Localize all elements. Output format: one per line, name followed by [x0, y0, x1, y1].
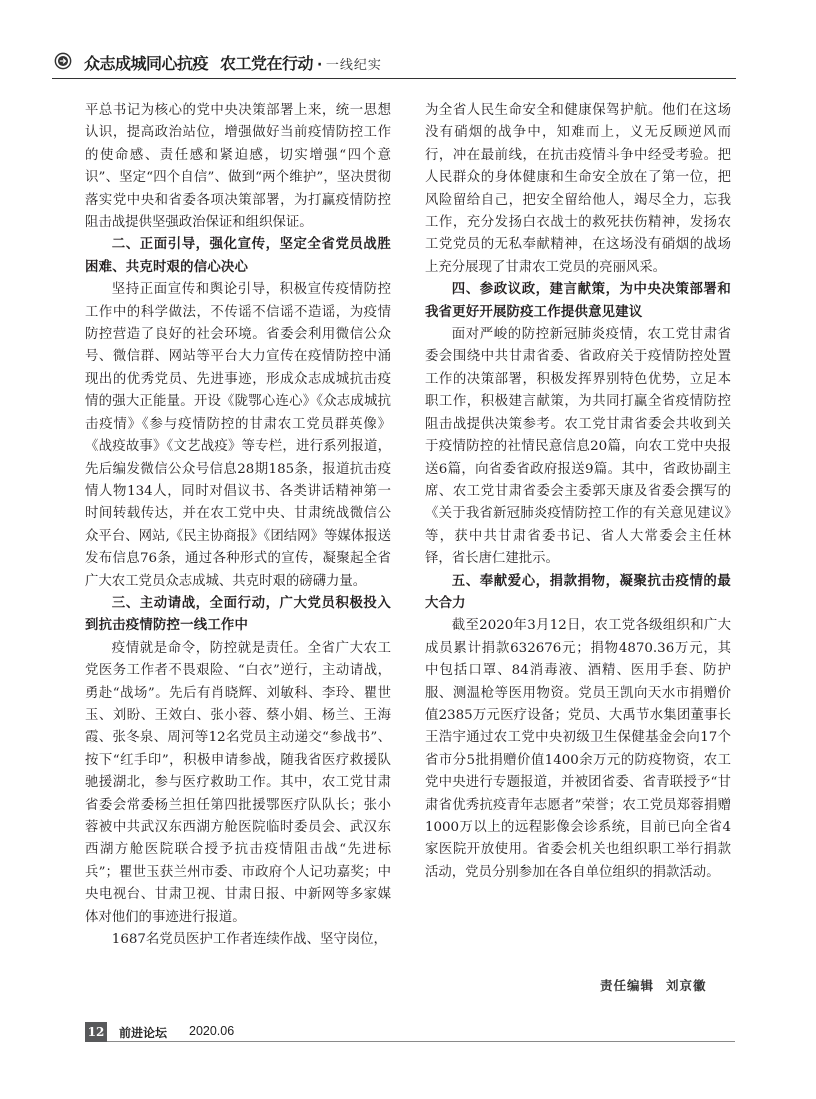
- right-column: [425, 100, 731, 884]
- issue-date: 2020.06: [189, 1024, 235, 1038]
- circle-arrow-right-icon: [54, 52, 72, 70]
- body-paragraph: 平总书记为核心的党中央决策部署上来，统一思想认识，提高政治站位，增强做好当前疫情防控工作的使命感、责任感和紧迫感，切实增强“四个意识”、坚定“四个自信”、做到“两个维护”，坚决贯彻落实党中央和省委各项决策部署，为打赢疫情防控阻击战提供坚强政治保证和组织保证。: [85, 103, 391, 231]
- page-number: 12: [85, 1022, 107, 1042]
- running-header: [52, 50, 736, 79]
- editor-credit: [600, 976, 707, 994]
- section-heading: 三、主动请战，全面行动，广大党员积极投入到抗击疫情防控一线工作中: [85, 595, 391, 634]
- section-heading: 五、奉献爱心，捐款捐物，凝聚抗击疫情的最大合力: [425, 573, 731, 611]
- body-paragraph: 为全省人民生命安全和健康保驾护航。他们在这场没有硝烟的战争中，知难而上，义无反顾逆风而行，冲在最前线，在抗击疫情斗争中经受考验。把人民群众的身体健康和生命安全放在了第一位，把风险留给自己，把安全留给他人，竭尽全力，忘我工作，充分发扬白衣战士的救死扶伤精神，发扬农工党党员的无私奉献精神，在这场没有硝烟的战场上充分展现了甘肃农工党员的亮丽风采。: [425, 103, 731, 275]
- title-part-2: 农工党在行动: [220, 54, 314, 73]
- title-part-1: 众志成城同心抗疫: [84, 54, 209, 73]
- section-title: [84, 51, 382, 74]
- section-heading: 二、正面引导，强化宣传，坚定全省党员战胜困难、共克时艰的信心决心: [85, 237, 391, 275]
- footer-rule: [107, 1041, 735, 1042]
- page-footer: [85, 1022, 735, 1042]
- editor-name: 刘京徽: [666, 978, 707, 993]
- section-subtitle: 一线纪实: [325, 58, 382, 73]
- body-paragraph: 1687名党员医护工作者连续作战、坚守岗位，: [111, 932, 387, 948]
- section-heading: 四、参政议政，建言献策，为中央决策部署和我省更好开展防疫工作提供意见建议: [425, 282, 731, 320]
- body-paragraph: 面对严峻的防控新冠肺炎疫情，农工党甘肃省委会围绕中共甘肃省委、省政府关于疫情防控处置工作的决策部署，积极发挥界别特色优势，立足本职工作，积极建言献策，为共同打赢全省疫情防控阻击战提供决策参考。农工党甘肃省委会共收到关于疫情防控的社情民意信息20篇，向农工党中央报送6篇，向省委省政府报送9篇。其中，省政协副主席、农工党甘肃省委会主委郭天康及省委会撰写的《关于我省新冠肺炎疫情防控工作的有关意见建议》等，获中共甘肃省委书记、省人大常委会主任林铎，省长唐仁建批示。: [425, 327, 731, 567]
- journal-name: 前进论坛: [119, 1026, 168, 1040]
- editor-label: 责任编辑: [600, 978, 655, 993]
- left-column: [85, 100, 391, 951]
- body-paragraph: 坚持正面宣传和舆论引导，积极宣传疫情防控工作中的科学做法，不传谣不信谣不造谣，为疫情防控营造了良好的社会环境。省委会利用微信公众号、微信群、网站等平台大力宣传在疫情防控中涌现出的优秀党员、先进事迹，形成众志成城抗击疫情的强大正能量。开设《陇鄂心连心》《众志成城抗击疫情》《参与疫情防控的甘肃农工党员群英像》《战疫故事》《文艺战疫》等专栏，进行系列报道，先后编发微信公众号信息28期185条，报道抗击疫情人物134人，同时对倡议书、各类讲话精神第一时间转载传达，并在农工党中央、甘肃统战微信公众平台、网站,《民主协商报》《团结网》等媒体报送发布信息76条，通过各种形式的宣传，凝聚起全省广大农工党员众志成城、共克时艰的磅礴力量。: [85, 282, 391, 589]
- body-paragraph: 疫情就是命令，防控就是责任。全省广大农工党医务工作者不畏艰险、“白衣”逆行，主动请战，勇赴“战场”。先后有肖晓辉、刘敏科、李玲、瞿世玉、刘盼、王效白、张小蓉、蔡小娟、杨兰、王海霞、张冬泉、周河等12名党员主动递交“参战书”、按下“红手印”，积极申请参战，随我省医疗救援队驰援湖北，参与医疗救助工作。其中，农工党甘肃省委会常委杨兰担任第四批援鄂医疗队队长；张小蓉被中共武汉东西湖方舱医院临时委员会、武汉东西湖方舱医院联合授予抗击疫情阻击战“先进标兵”；瞿世玉获兰州市委、市政府个人记功嘉奖；中央电视台、甘肃卫视、甘肃日报、中新网等多家媒体对他们的事迹进行报道。: [85, 640, 391, 925]
- title-separator: ·: [317, 57, 322, 73]
- body-paragraph: 截至2020年3月12日，农工党各级组织和广大成员累计捐款632676元；捐物4870.36万元，其中包括口罩、84消毒液、酒精、医用手套、防护服、测温枪等医用物资。党员王凯向天水市捐赠价值2385万元医疗设备；党员、大禹节水集团董事长王浩宇通过农工党中央初级卫生保健基金会向17个省市分5批捐赠价值1400余万元的防疫物资，农工党中央进行专题报道，并被团省委、省青联授予“甘肃省优秀抗疫青年志愿者”荣誉；农工党员郑蓉捐赠1000万以上的远程影像会诊系统，目前已向全省4家医院开放使用。省委会机关也组织职工举行捐款活动，党员分别参加在各自单位组织的捐款活动。: [425, 618, 731, 880]
